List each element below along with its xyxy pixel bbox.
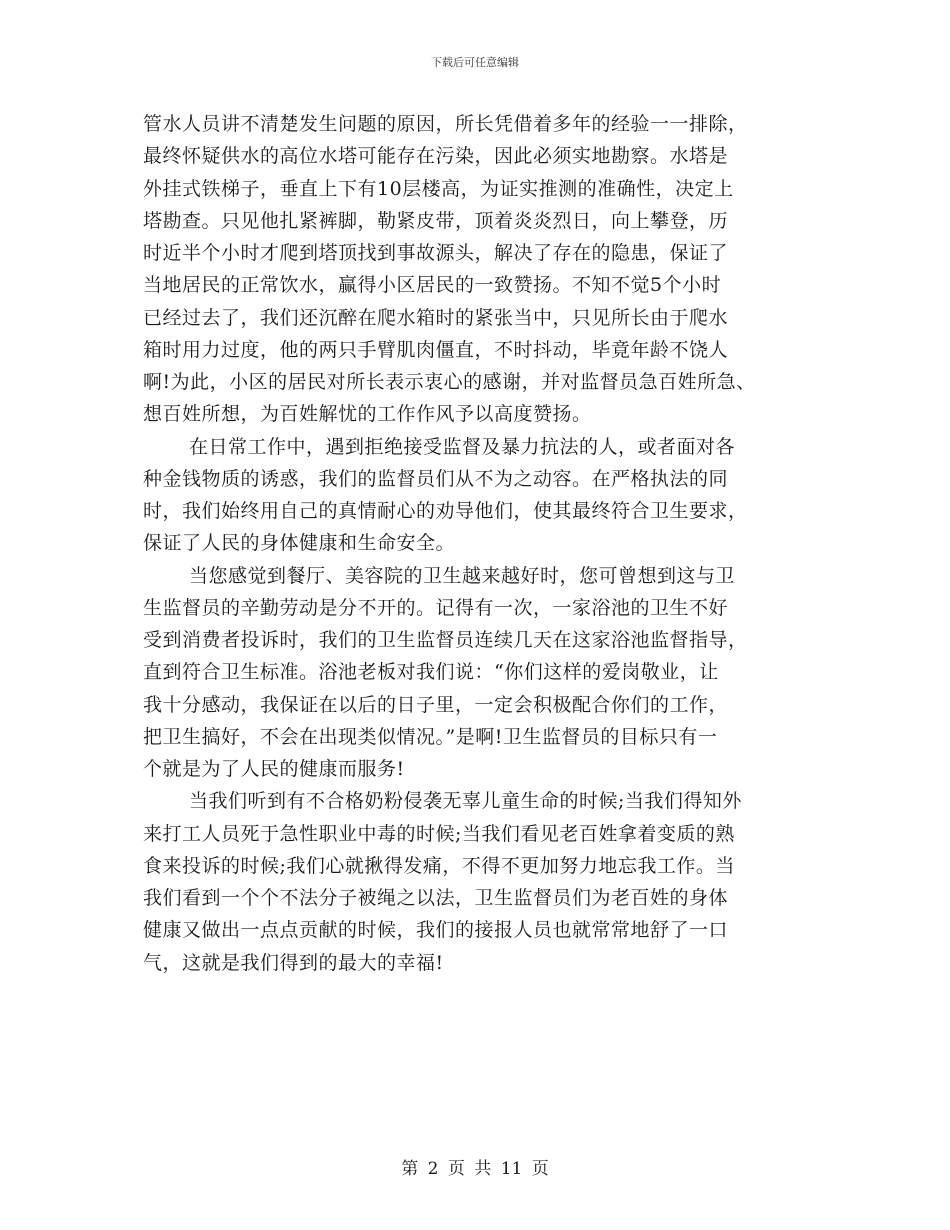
text-line: 我们看到一个个不法分子被绳之以法，卫生监督员们为老百姓的身体: [143, 887, 729, 909]
text-line: 管水人员讲不清楚发生问题的原因，所长凭借着多年的经验一一排除，: [143, 113, 748, 135]
text-line: 当地居民的正常饮水，赢得小区居民的一致赞扬。不知不觉5个小时: [143, 274, 722, 297]
text-line: 时，我们始终用自己的真情耐心的劝导他们，使其最终符合卫生要求，: [143, 500, 748, 522]
page-header: 下载后可任意编辑: [431, 56, 519, 69]
text-line: 保证了人民的身体健康和生命安全。: [143, 532, 456, 555]
text-line: 外挂式铁梯子，垂直上下有10层楼高，为证实推测的准确性，决定上: [143, 177, 734, 200]
text-line: 种金钱物质的诱惑，我们的监督员们从不为之动容。在严格执法的同: [143, 467, 729, 490]
text-line: 最终怀疑供水的高位水塔可能存在污染，因此必须实地勘察。水塔是: [143, 145, 729, 168]
text-line: 气，这就是我们得到的最大的幸福!: [143, 951, 444, 974]
text-line: 健康又做出一点点贡献的时候，我们的接报人员也就常常地舒了一口: [143, 919, 729, 942]
paragraph-start-line: 在日常工作中，遇到拒绝接受监督及暴力抗法的人，或者面对各: [189, 435, 736, 458]
paragraph-start-line: 当您感觉到餐厅、美容院的卫生越来越好时，您可曾想到这与卫: [189, 564, 736, 587]
text-line: 时近半个小时才爬到塔顶找到事故源头，解决了存在的隐患，保证了: [143, 242, 729, 264]
text-line: 直到符合卫生标准。浴池老板对我们说：“你们这样的爱岗敬业，让: [143, 661, 719, 684]
text-line: 个就是为了人民的健康而服务!: [143, 758, 405, 780]
text-line: 塔勘查。只见他扎紧裤脚，勒紧皮带，顶着炎炎烈日，向上攀登，历: [143, 209, 729, 232]
paragraph-start-line: 当我们听到有不合格奶粉侵袭无辜儿童生命的时候;当我们得知外: [189, 790, 742, 813]
text-line: 生监督员的辛勤劳动是分不开的。记得有一次，一家浴池的卫生不好: [143, 596, 729, 619]
text-line: 把卫生搞好，不会在出现类似情况。”是啊!卫生监督员的目标只有一: [143, 725, 718, 748]
page-footer: 第 2 页 共 11 页: [401, 1159, 549, 1179]
text-line: 啊!为此，小区的居民对所长表示衷心的感谢，并对监督员急百姓所急、: [143, 371, 756, 393]
text-line: 想百姓所想，为百姓解忧的工作作风予以高度赞扬。: [143, 403, 592, 426]
text-line: 已经过去了，我们还沉醉在爬水箱时的紧张当中，只见所长由于爬水: [143, 306, 729, 329]
text-line: 箱时用力过度，他的两只手臂肌肉僵直，不时抖动，毕竟年龄不饶人: [143, 338, 729, 361]
text-line: 来打工人员死于急性职业中毒的时候;当我们看见老百姓拿着变质的熟: [143, 822, 735, 845]
text-line: 食来投诉的时候;我们心就揪得发痛，不得不更加努力地忘我工作。当: [143, 854, 735, 877]
text-line: 我十分感动，我保证在以后的日子里，一定会积极配合你们的工作，: [143, 693, 729, 716]
text-line: 受到消费者投诉时，我们的卫生监督员连续几天在这家浴池监督指导，: [143, 629, 748, 651]
document-body: [143, 108, 823, 979]
